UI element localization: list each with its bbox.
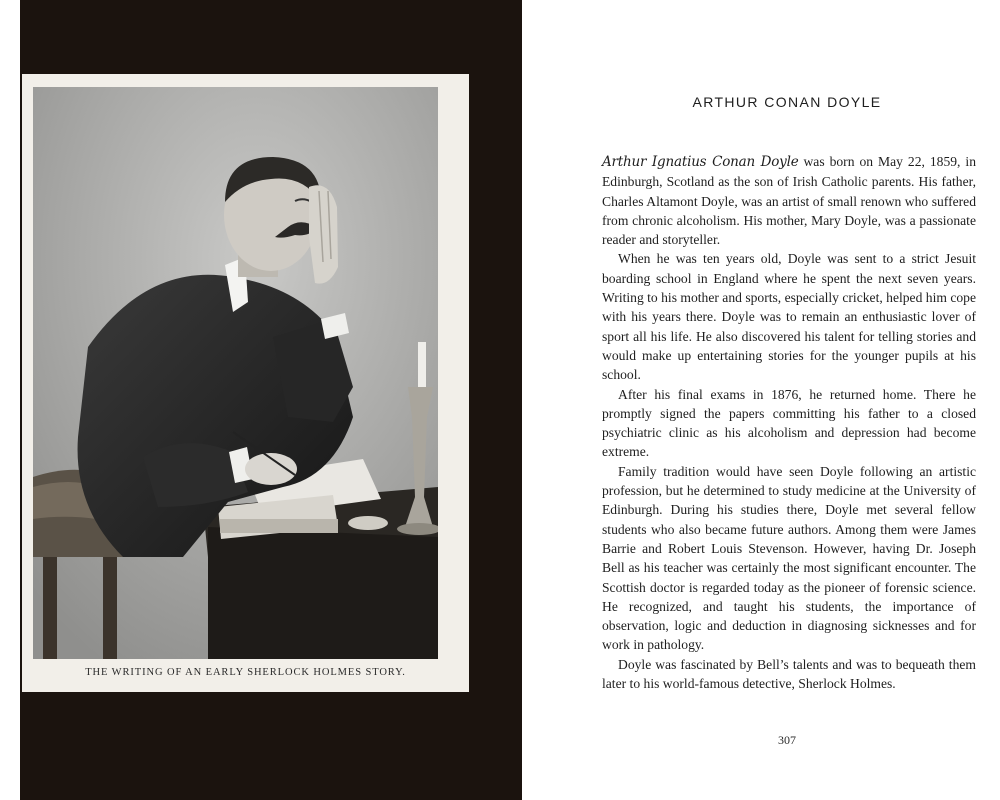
- paragraph: [602, 152, 976, 249]
- photo-plate: [22, 74, 469, 692]
- paragraph: When he was ten years old, Doyle was sent to a strict Jesuit boarding school in England where he spent the next seven years. Writing to his mother and sports, especially cricket, helped him cope with his years there. Doyle was to remain an enthusiastic lover of sport all his life. He also discovered his talent for telling stories and would make up entertaining stories for the younger pupils at his school.: [602, 251, 976, 383]
- left-page: [20, 0, 522, 800]
- body-text: [602, 152, 976, 693]
- paragraph: Family tradition would have seen Doyle following an artistic profession, but he determined to study medicine at the University of Edinburgh. During his studies there, Doyle met several fellow students who also became future authors. Among them were James Barrie and Robert Louis Stevenson. However, having Dr. Joseph Bell as his teacher was certainly the most significant encounter. The Scottish doctor is regarded today as the pioneer of forensic science. He recognized, and taught his students, the importance of observation, logic and deduction in diagnosing sicknesses and for work in pathology.: [602, 463, 976, 653]
- paragraph-text: was born on May 22, 1859, in Edinburgh, Scotland as the son of Irish Catholic parents. His father, Charles Altamont Doyle, was an artist of small renown who suffered from chronic alcoholism. His mother, Mary Doyle, was a passionate reader and storyteller.: [602, 154, 976, 248]
- chapter-title: ARTHUR CONAN DOYLE: [692, 94, 882, 110]
- photo-caption: THE WRITING OF AN EARLY SHERLOCK HOLMES STORY.: [85, 667, 406, 678]
- doyle-writing-photograph: [33, 87, 438, 659]
- name-lead: Arthur Ignatius Conan Doyle: [602, 154, 799, 170]
- page-number: 307: [778, 733, 796, 747]
- paragraph: Doyle was fascinated by Bell’s talents and was to bequeath them later to his world-famous detective, Sherlock Holmes.: [602, 656, 976, 692]
- paragraph: After his final exams in 1876, he returned home. There he promptly signed the papers committing his father to a closed psychiatric clinic as his alcoholism and depression had become extreme.: [602, 386, 976, 460]
- right-page: [522, 0, 1000, 800]
